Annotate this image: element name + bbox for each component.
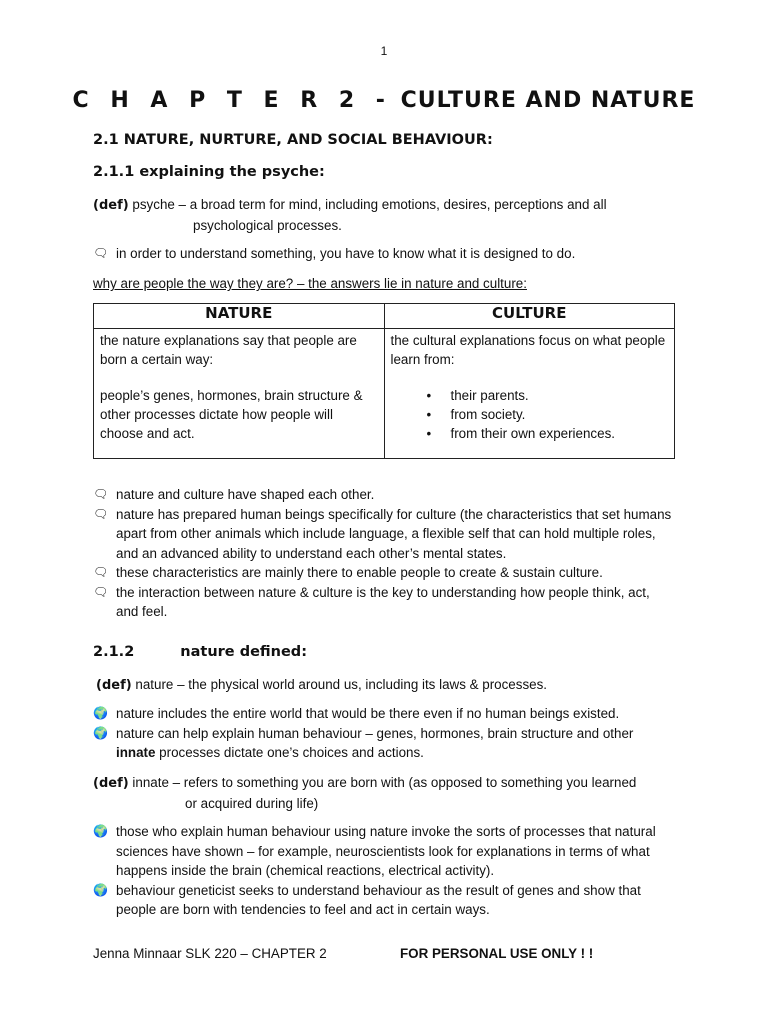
section-number: 2.1.2 bbox=[93, 644, 135, 660]
list-item: • from society. bbox=[451, 405, 669, 424]
footer-right: FOR PERSONAL USE ONLY ! ! bbox=[400, 946, 594, 961]
nature-cell bbox=[94, 329, 385, 459]
bullet-text: behaviour geneticist seeks to understand behaviour as the result of genes and show that people are born with tendencies to feel and act in certain ways. bbox=[116, 882, 641, 917]
globe-icon: 🌍 bbox=[93, 725, 108, 740]
speech-bubble-icon: 🗨 bbox=[93, 506, 109, 521]
list-item bbox=[93, 583, 673, 622]
nature-p2: people’s genes, hormones, brain structure & other processes dictate how people will choose and act. bbox=[100, 388, 363, 441]
after-table-bullets bbox=[93, 485, 673, 622]
chapter-name: CULTURE AND NATURE bbox=[400, 88, 696, 113]
list-item bbox=[93, 704, 673, 724]
section-title: nature defined: bbox=[180, 644, 307, 660]
culture-header: CULTURE bbox=[384, 304, 675, 329]
bullet-text: those who explain human behaviour using nature invoke the sorts of processes that natural sciences have shown – for example, neuroscientists look for explanations in terms of what happens inside the brain (chemical reactions, electrical activity). bbox=[116, 824, 656, 878]
def-innate-line1: innate – refers to something you are born with (as opposed to something you learned bbox=[132, 775, 637, 790]
globe-icon: 🌍 bbox=[93, 882, 108, 897]
intro-bullet-text: in order to understand something, you have to know what it is designed to do. bbox=[116, 246, 576, 261]
list-item: • from their own experiences. bbox=[451, 424, 669, 443]
chapter-title bbox=[0, 88, 768, 113]
list-item bbox=[93, 244, 673, 264]
list-item bbox=[93, 485, 673, 505]
def-nature-text: nature – the physical world around us, including its laws & processes. bbox=[135, 677, 548, 692]
chapter-prefix: C H A P T E R 2 - bbox=[72, 88, 392, 113]
globe-icon: 🌍 bbox=[93, 706, 108, 720]
list-item bbox=[93, 822, 673, 881]
list-item bbox=[93, 724, 673, 763]
def-psyche-line2: psychological processes. bbox=[193, 217, 342, 233]
culture-p1: the cultural explanations focus on what people learn from: bbox=[390, 333, 666, 367]
bullet-text: nature has prepared human beings specifically for culture (the characteristics that set humans apart from other animals which include language, a flexible self that can hold multiple roles, and an advanced ability to understand each other’s mental states. bbox=[116, 506, 672, 561]
def-tag: (def) bbox=[93, 776, 129, 791]
def-tag: (def) bbox=[93, 198, 129, 213]
globe-icon: 🌍 bbox=[93, 824, 108, 838]
section-2-1-heading: 2.1 NATURE, NURTURE, AND SOCIAL BEHAVIOUR: bbox=[93, 132, 493, 148]
def-psyche-line1: psyche – a broad term for mind, including emotions, desires, perceptions and all bbox=[132, 197, 607, 212]
list-item bbox=[93, 563, 673, 583]
bullet-text: nature and culture have shaped each other. bbox=[116, 487, 375, 502]
behaviour-bullets bbox=[93, 822, 673, 920]
bullet-text: the interaction between nature & culture is the key to understanding how people think, act, and feel. bbox=[116, 584, 650, 619]
nature-p1: the nature explanations say that people are born a certain way: bbox=[100, 333, 357, 367]
why-question: why are people the way they are? – the answers lie in nature and culture: bbox=[93, 276, 527, 291]
nature-bullets bbox=[93, 704, 673, 763]
bullet-text: nature can help explain human behaviour – genes, hormones, brain structure and other innate processes dictate one’s choices and actions. bbox=[116, 725, 634, 760]
speech-bubble-icon: 🗨 bbox=[93, 565, 109, 579]
definition-innate bbox=[93, 773, 673, 813]
list-item: • their parents. bbox=[451, 386, 669, 405]
speech-bubble-icon: 🗨 bbox=[93, 246, 109, 260]
def-tag: (def) bbox=[96, 678, 132, 693]
section-2-1-2-heading bbox=[93, 644, 307, 660]
section-2-1-1-heading: 2.1.1 explaining the psyche: bbox=[93, 164, 325, 180]
nature-culture-table bbox=[93, 303, 675, 459]
bullet-text: these characteristics are mainly there to enable people to create & sustain culture. bbox=[116, 565, 603, 580]
list-item bbox=[93, 881, 673, 920]
innate-bold: innate bbox=[116, 745, 156, 760]
bullet-text: nature includes the entire world that would be there even if no human beings existed. bbox=[116, 706, 620, 721]
definition-nature bbox=[96, 675, 676, 696]
def-innate-line2: or acquired during life) bbox=[185, 795, 319, 811]
culture-cell bbox=[384, 329, 675, 459]
culture-list bbox=[391, 386, 669, 443]
nature-header: NATURE bbox=[94, 304, 385, 329]
definition-psyche bbox=[93, 195, 673, 235]
speech-bubble-icon: 🗨 bbox=[93, 487, 109, 501]
footer-left: Jenna Minnaar SLK 220 – CHAPTER 2 bbox=[93, 946, 327, 961]
list-item bbox=[93, 505, 673, 564]
speech-bubble-icon: 🗨 bbox=[93, 584, 109, 599]
page-number: 1 bbox=[380, 44, 388, 58]
